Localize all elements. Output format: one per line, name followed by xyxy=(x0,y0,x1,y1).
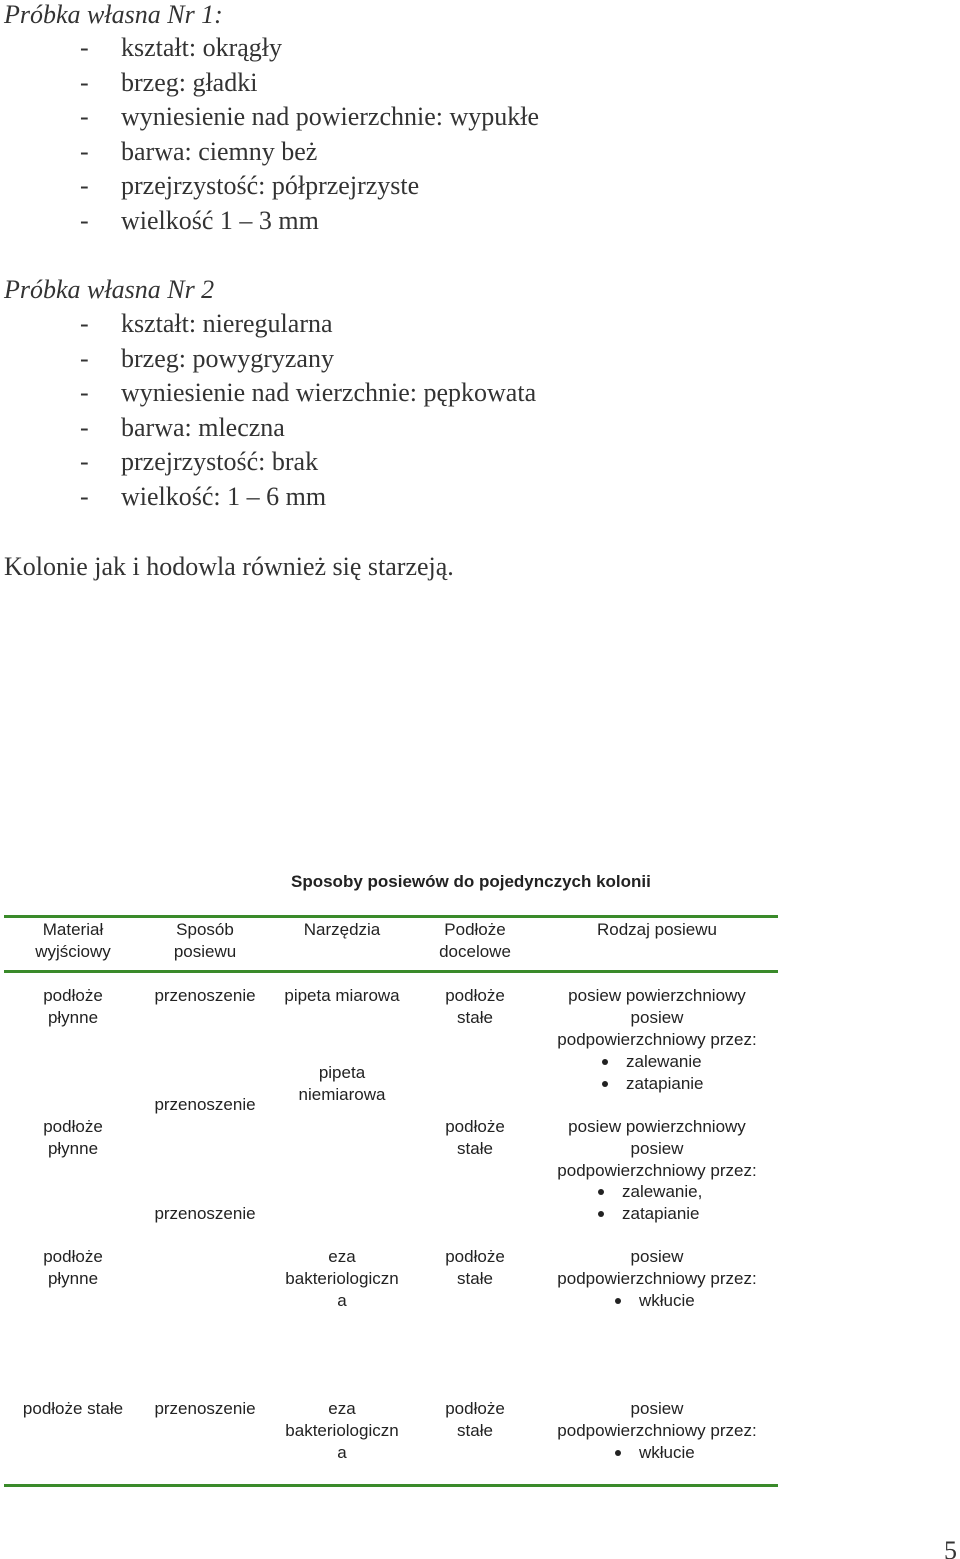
row3-target: podłoże stałe xyxy=(445,1247,505,1288)
row1-method: przenoszenie xyxy=(154,986,256,1005)
row3-bullets xyxy=(639,1290,695,1312)
row4-bullets xyxy=(639,1442,695,1464)
row2-kind: posiew powierzchniowy posiew podpowierzchniowy przez: xyxy=(557,1117,757,1180)
row2-target: podłoże stałe xyxy=(445,1117,505,1158)
row3-kind: posiew podpowierzchniowy przez: xyxy=(557,1247,757,1288)
list-item: zalewanie xyxy=(626,1052,702,1071)
header-tools: Narzędzia xyxy=(303,920,381,939)
row1-tool: pipeta miarowa xyxy=(284,986,400,1005)
list-item: zatapianie xyxy=(622,1203,702,1225)
list-item: - wielkość 1 – 3 mm xyxy=(80,205,319,235)
list-item: wkłucie xyxy=(639,1291,695,1310)
list-item: - barwa: mleczna xyxy=(80,412,285,442)
row4-tool: eza bakteriologiczn a xyxy=(285,1399,399,1462)
row4-target: podłoże stałe xyxy=(445,1399,505,1440)
header-material: Materiał wyjściowy xyxy=(35,920,111,961)
list-item: - brzeg: gładki xyxy=(80,67,258,97)
row2-method2: przenoszenie xyxy=(154,1204,256,1223)
list-item: - brzeg: powygryzany xyxy=(80,343,334,373)
row3-material: podłoże płynne xyxy=(43,1247,103,1288)
row4-method: przenoszenie xyxy=(154,1399,256,1418)
table-top-rule xyxy=(4,915,778,918)
row2-tool: pipeta niemiarowa xyxy=(298,1063,386,1104)
sample2-list xyxy=(80,307,536,514)
row1-bullets xyxy=(626,1051,704,1095)
list-item: - kształt: okrągły xyxy=(80,33,283,62)
table-header-rule xyxy=(4,970,778,973)
list-item: zalewanie, xyxy=(622,1182,703,1201)
page-number: 5 xyxy=(944,1536,957,1559)
row2-bullets xyxy=(622,1181,702,1225)
row2-material: podłoże płynne xyxy=(43,1117,103,1158)
row1-kind: posiew powierzchniowy posiew podpowierzchniowy przez: xyxy=(557,986,757,1049)
row3-tool: eza bakteriologiczn a xyxy=(285,1247,399,1310)
row4-kind: posiew podpowierzchniowy przez: xyxy=(557,1399,757,1440)
row4-material: podłoże stałe xyxy=(22,1399,124,1418)
sample1-title: Próbka własna Nr 1: xyxy=(4,0,223,29)
sample2-title: Próbka własna Nr 2 xyxy=(4,275,215,304)
header-target: Podłoże docelowe xyxy=(439,920,511,961)
list-item: - przejrzystość: brak xyxy=(80,447,319,476)
paragraph: Kolonie jak i hodowla również się starzeją. xyxy=(4,552,454,581)
table-bottom-rule xyxy=(4,1484,778,1487)
table-title: Sposoby posiewów do pojedynczych kolonii xyxy=(291,872,651,891)
list-item: - kształt: nieregularna xyxy=(80,309,333,338)
header-kind: Rodzaj posiewu xyxy=(596,920,717,939)
list-item: - wyniesienie nad wierzchnie: pępkowata xyxy=(80,378,537,407)
list-item: zatapianie xyxy=(626,1074,704,1093)
list-item: - barwa: ciemny beż xyxy=(80,136,318,166)
row1-material: podłoże płynne xyxy=(43,986,103,1027)
header-method: Sposób posiewu xyxy=(173,920,237,961)
list-item: wkłucie xyxy=(639,1443,695,1462)
sample1-list xyxy=(80,31,539,238)
row2-method: przenoszenie xyxy=(154,1095,256,1114)
list-item: - wielkość: 1 – 6 mm xyxy=(80,481,327,511)
list-item: - wyniesienie nad powierzchnie: wypukłe xyxy=(80,102,540,131)
list-item: - przejrzystość: półprzejrzyste xyxy=(80,171,420,200)
row1-target: podłoże stałe xyxy=(445,986,505,1027)
